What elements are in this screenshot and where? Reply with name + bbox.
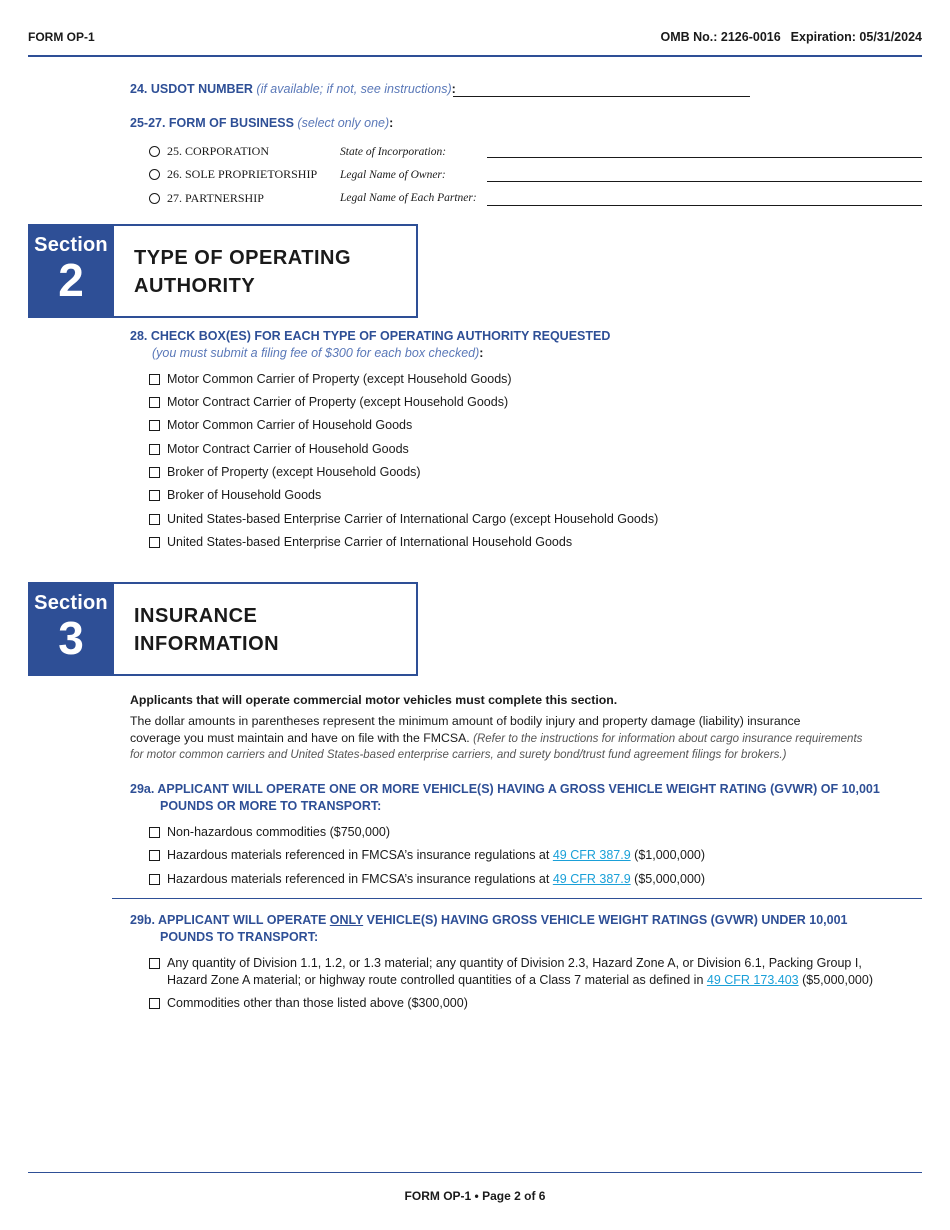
state-of-incorporation-field[interactable] [487, 157, 922, 158]
section-2-title-box [112, 224, 418, 318]
legal-name-partners-label: Legal Name of Each Partner: [340, 192, 477, 204]
q29a-label-line1: 29a. APPLICANT WILL OPERATE ONE OR MORE VEHICLE(S) HAVING A GROSS VEHICLE WEIGHT RATING (GVWR) OF 10,001 [130, 782, 880, 796]
other-commodities-checkbox[interactable] [149, 998, 160, 1009]
partnership-radio[interactable] [149, 193, 160, 204]
authority-checkbox-4[interactable] [149, 444, 160, 455]
authority-checkbox-7[interactable] [149, 514, 160, 525]
authority-label-8: United States-based Enterprise Carrier of International Household Goods [167, 535, 573, 549]
q29b-only: ONLY [329, 913, 364, 927]
hazmat-1m-amount: ($1,000,000) [634, 848, 706, 862]
hazmat-5m-checkbox[interactable] [149, 874, 160, 885]
q29b-text-pre: 29b. APPLICANT WILL OPERATE [130, 913, 327, 927]
authority-checkbox-1[interactable] [149, 374, 160, 385]
q25-27-colon: : [389, 116, 394, 130]
legal-name-owner-label: Legal Name of Owner: [340, 169, 446, 181]
hazmat-1m-label [167, 848, 705, 862]
non-hazardous-checkbox[interactable] [149, 827, 160, 838]
q25-27-label [130, 116, 393, 130]
hazmat-5m-label [167, 872, 705, 886]
q24-title: 24. USDOT NUMBER [130, 82, 253, 96]
section-3-word: Section [34, 592, 108, 614]
cfr-387-9-link-2[interactable]: 49 CFR 387.9 [552, 872, 631, 886]
authority-checkbox-8[interactable] [149, 537, 160, 548]
sole-proprietorship-label: 26. SOLE PROPRIETORSHIP [167, 167, 318, 181]
division-materials-line2 [167, 973, 873, 987]
insurance-intro-line1: The dollar amounts in parentheses represent the minimum amount of bodily injury and property damage (liability) insurance [130, 714, 801, 728]
authority-checkbox-3[interactable] [149, 420, 160, 431]
q25-27-hint: (select only one) [297, 116, 390, 130]
section-2-title-line2: AUTHORITY [134, 275, 256, 297]
division-materials-text: Hazard Zone A material; or highway route controlled quantities of a Class 7 material as defined in [167, 973, 704, 987]
q29b-label-line2: POUNDS TO TRANSPORT: [160, 930, 319, 944]
division-materials-line1: Any quantity of Division 1.1, 1.2, or 1.3 material; any quantity of Division 2.3, Hazard Zone A, or Division 6.1, Packing Group I, [167, 956, 862, 970]
q24-colon: : [451, 82, 456, 96]
q28-hint-row [152, 346, 483, 360]
state-of-incorporation-label: State of Incorporation: [340, 146, 447, 158]
hazmat-5m-text: Hazardous materials referenced in FMCSA’s insurance regulations at [167, 872, 550, 886]
insurance-intro-line3: for motor common carriers and United States-based enterprise carriers, and surety bond/trust fund agreement filings for brokers.) [130, 749, 787, 761]
authority-label-3: Motor Common Carrier of Household Goods [167, 418, 413, 432]
header-rule [28, 55, 922, 57]
expiration-date: Expiration: 05/31/2024 [790, 30, 922, 44]
insurance-intro-bold: Applicants that will operate commercial motor vehicles must complete this section. [130, 693, 618, 707]
hazmat-1m-text: Hazardous materials referenced in FMCSA’s insurance regulations at [167, 848, 550, 862]
section-2-word: Section [34, 234, 108, 256]
section-2-badge [28, 224, 114, 318]
cfr-173-403-link[interactable]: 49 CFR 173.403 [706, 973, 799, 987]
legal-name-owner-field[interactable] [487, 181, 922, 182]
usdot-number-field[interactable] [453, 96, 750, 97]
footer-rule [28, 1172, 922, 1173]
q28-hint: (you must submit a filing fee of $300 for each box checked) [152, 346, 480, 360]
partnership-label: 27. PARTNERSHIP [167, 191, 264, 205]
section-3-title-line1: INSURANCE [134, 605, 258, 627]
section-3-title-line2: INFORMATION [134, 633, 280, 655]
authority-label-4: Motor Contract Carrier of Household Goods [167, 442, 409, 456]
page-footer [0, 1189, 950, 1203]
q29b-text-post: VEHICLE(S) HAVING GROSS VEHICLE WEIGHT RATINGS (GVWR) UNDER 10,001 [366, 913, 848, 927]
omb-expiration [660, 30, 922, 44]
non-hazardous-label: Non-hazardous commodities ($750,000) [167, 825, 391, 839]
cfr-387-9-link[interactable]: 49 CFR 387.9 [552, 848, 631, 862]
q29-divider [112, 898, 922, 899]
authority-label-1: Motor Common Carrier of Property (except Household Goods) [167, 372, 512, 386]
hazmat-5m-amount: ($5,000,000) [634, 872, 706, 886]
authority-label-6: Broker of Household Goods [167, 488, 322, 502]
section-2-number: 2 [58, 254, 84, 306]
authority-checkbox-2[interactable] [149, 397, 160, 408]
sole-proprietorship-radio[interactable] [149, 169, 160, 180]
insurance-intro-line2-note: (Refer to the instructions for information about cargo insurance requirements [473, 733, 863, 745]
insurance-intro-line2-text: coverage you must maintain and have on file with the FMCSA. [130, 731, 470, 745]
form-label: FORM OP-1 [28, 30, 95, 44]
division-materials-checkbox[interactable] [149, 958, 160, 969]
footer-separator: • [474, 1189, 479, 1203]
authority-label-2: Motor Contract Carrier of Property (except Household Goods) [167, 395, 509, 409]
q25-27-title: 25-27. FORM OF BUSINESS [130, 116, 294, 130]
q24-hint: (if available; if not, see instructions) [256, 82, 452, 96]
footer-form: FORM OP-1 [404, 1189, 472, 1203]
q28-colon: : [479, 346, 484, 360]
omb-number: OMB No.: 2126-0016 [660, 30, 781, 44]
page-number: Page 2 of 6 [482, 1189, 546, 1203]
legal-name-partners-field[interactable] [487, 205, 922, 206]
section-3-badge [28, 582, 114, 676]
corporation-label: 25. CORPORATION [167, 144, 270, 158]
q29a-label-line2: POUNDS OR MORE TO TRANSPORT: [160, 799, 382, 813]
division-materials-amount: ($5,000,000) [802, 973, 873, 987]
other-commodities-label: Commodities other than those listed above ($300,000) [167, 996, 468, 1010]
hazmat-1m-checkbox[interactable] [149, 850, 160, 861]
q29b-label-line1 [130, 913, 847, 927]
corporation-radio[interactable] [149, 146, 160, 157]
authority-label-5: Broker of Property (except Household Goods) [167, 465, 421, 479]
q24-label [130, 82, 456, 96]
section-2-title-line1: TYPE OF OPERATING [134, 247, 352, 269]
authority-label-7: United States-based Enterprise Carrier of International Cargo (except Household Goods) [167, 512, 659, 526]
authority-checkbox-5[interactable] [149, 467, 160, 478]
section-3-title-box [112, 582, 418, 676]
section-3-number: 3 [58, 612, 84, 664]
q28-label: 28. CHECK BOX(ES) FOR EACH TYPE OF OPERATING AUTHORITY REQUESTED [130, 329, 611, 343]
authority-checkbox-6[interactable] [149, 490, 160, 501]
insurance-intro-line2 [130, 730, 862, 748]
